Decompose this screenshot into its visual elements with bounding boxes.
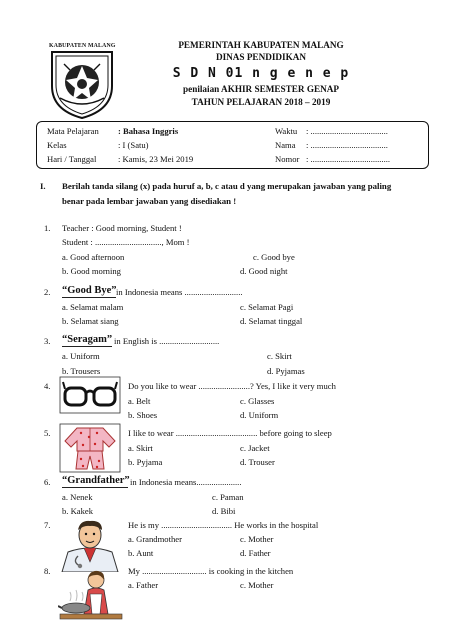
section-number: I. <box>40 181 46 191</box>
date-label: Hari / Tanggal <box>47 154 97 164</box>
time-value: : .................................... <box>306 126 388 136</box>
q5-option-c: c. Jacket <box>240 443 270 453</box>
q1-number: 1. <box>44 223 51 233</box>
q7-text: He is my ................................. He works in the hospital <box>128 520 319 530</box>
header-assessment: penilaian AKHIR SEMESTER GENAP <box>183 84 339 94</box>
header-year: TAHUN PELAJARAN 2018 – 2019 <box>191 97 331 107</box>
q4-option-c: c. Glasses <box>240 396 275 406</box>
q2-option-c: c. Selamat Pagi <box>240 302 294 312</box>
q6-option-a: a. Nenek <box>62 492 93 502</box>
header-school: S D N 01 n g e n e p <box>172 66 350 81</box>
q6-text: in Indonesia means..................... <box>130 477 242 487</box>
q3-text: in English is ............................ <box>114 336 220 346</box>
q4-option-b: b. Shoes <box>128 410 158 420</box>
instruction-line-1: Berilah tanda silang (x) pada huruf a, b, c atau d yang merupakan jawaban yang paling <box>62 181 392 191</box>
q8-option-c: c. Mother <box>240 580 274 590</box>
q2-term-underline <box>62 297 116 298</box>
pyjama-picture <box>59 423 121 473</box>
q5-option-b: b. Pyjama <box>128 457 163 467</box>
header-government: PEMERINTAH KABUPATEN MALANG <box>178 40 344 50</box>
q7-option-b: b. Aunt <box>128 548 154 558</box>
q3-term: “Seragam” <box>62 334 113 345</box>
class-label: Kelas <box>47 140 67 150</box>
header-department: DINAS PENDIDIKAN <box>215 52 307 62</box>
q6-number: 6. <box>44 477 51 487</box>
name-label: Nama <box>275 140 296 150</box>
q3-option-c: c. Skirt <box>267 351 292 361</box>
q3-option-a: a. Uniform <box>62 351 100 361</box>
subject-value: : Bahasa Inggris <box>118 126 179 136</box>
q1-option-c: c. Good bye <box>253 252 295 262</box>
q5-text: I like to wear ...................................... before going to sleep <box>128 428 332 438</box>
q3-term-underline <box>62 346 112 347</box>
q5-option-a: a. Skirt <box>128 443 153 453</box>
q6-option-d: d. Bibi <box>212 506 236 516</box>
q4-option-d: d. Uniform <box>240 410 279 420</box>
q2-text: in Indonesia means ........................... <box>116 287 243 297</box>
instruction-line-2: benar pada lembar jawaban yang disediakan ! <box>62 196 237 206</box>
q7-option-c: c. Mother <box>240 534 274 544</box>
logo-caption: KABUPATEN MALANG <box>49 43 116 49</box>
q1-option-d: d. Good night <box>240 266 288 276</box>
class-value: : I (Satu) <box>118 140 149 150</box>
q3-option-b: b. Trousers <box>62 366 101 376</box>
q4-option-a: a. Belt <box>128 396 151 406</box>
q3-option-d: d. Pyjamas <box>267 366 305 376</box>
regency-logo <box>46 40 118 120</box>
glasses-picture <box>59 376 121 414</box>
q8-text: My .............................. is cooking in the kitchen <box>128 566 294 576</box>
q1-line1: Teacher : Good morning, Student ! <box>62 223 182 233</box>
number-value: : ..................................... <box>306 154 391 164</box>
q8-number: 8. <box>44 566 51 576</box>
q1-line2: Student : ..............................., Mom ! <box>62 237 190 247</box>
q8-option-a: a. Father <box>128 580 159 590</box>
q5-number: 5. <box>44 428 51 438</box>
q6-option-b: b. Kakek <box>62 506 94 516</box>
q2-term: “Good Bye” <box>62 285 117 296</box>
q6-option-c: c. Paman <box>212 492 244 502</box>
subject-label: Mata Pelajaran <box>47 126 99 136</box>
q2-option-d: d. Selamat tinggal <box>240 316 303 326</box>
q2-option-a: a. Selamat malam <box>62 302 124 312</box>
q4-number: 4. <box>44 381 51 391</box>
number-label: Nomor <box>275 154 300 164</box>
q7-number: 7. <box>44 520 51 530</box>
q4-text: Do you like to wear ........................? Yes, I like it very much <box>128 381 336 391</box>
q2-option-b: b. Selamat siang <box>62 316 119 326</box>
name-value: : .................................... <box>306 140 388 150</box>
q5-option-d: d. Trouser <box>240 457 275 467</box>
q1-option-b: b. Good morning <box>62 266 121 276</box>
q6-term: “Grandfather” <box>62 475 130 486</box>
time-label: Waktu <box>275 126 298 136</box>
q2-number: 2. <box>44 287 51 297</box>
q7-option-a: a. Grandmother <box>128 534 182 544</box>
cooking-picture <box>58 570 124 620</box>
q3-number: 3. <box>44 336 51 346</box>
q6-term-underline <box>62 487 128 488</box>
q1-option-a: a. Good afternoon <box>62 252 125 262</box>
doctor-picture <box>58 518 122 572</box>
date-value: : Kamis, 23 Mei 2019 <box>118 154 194 164</box>
q7-option-d: d. Father <box>240 548 271 558</box>
